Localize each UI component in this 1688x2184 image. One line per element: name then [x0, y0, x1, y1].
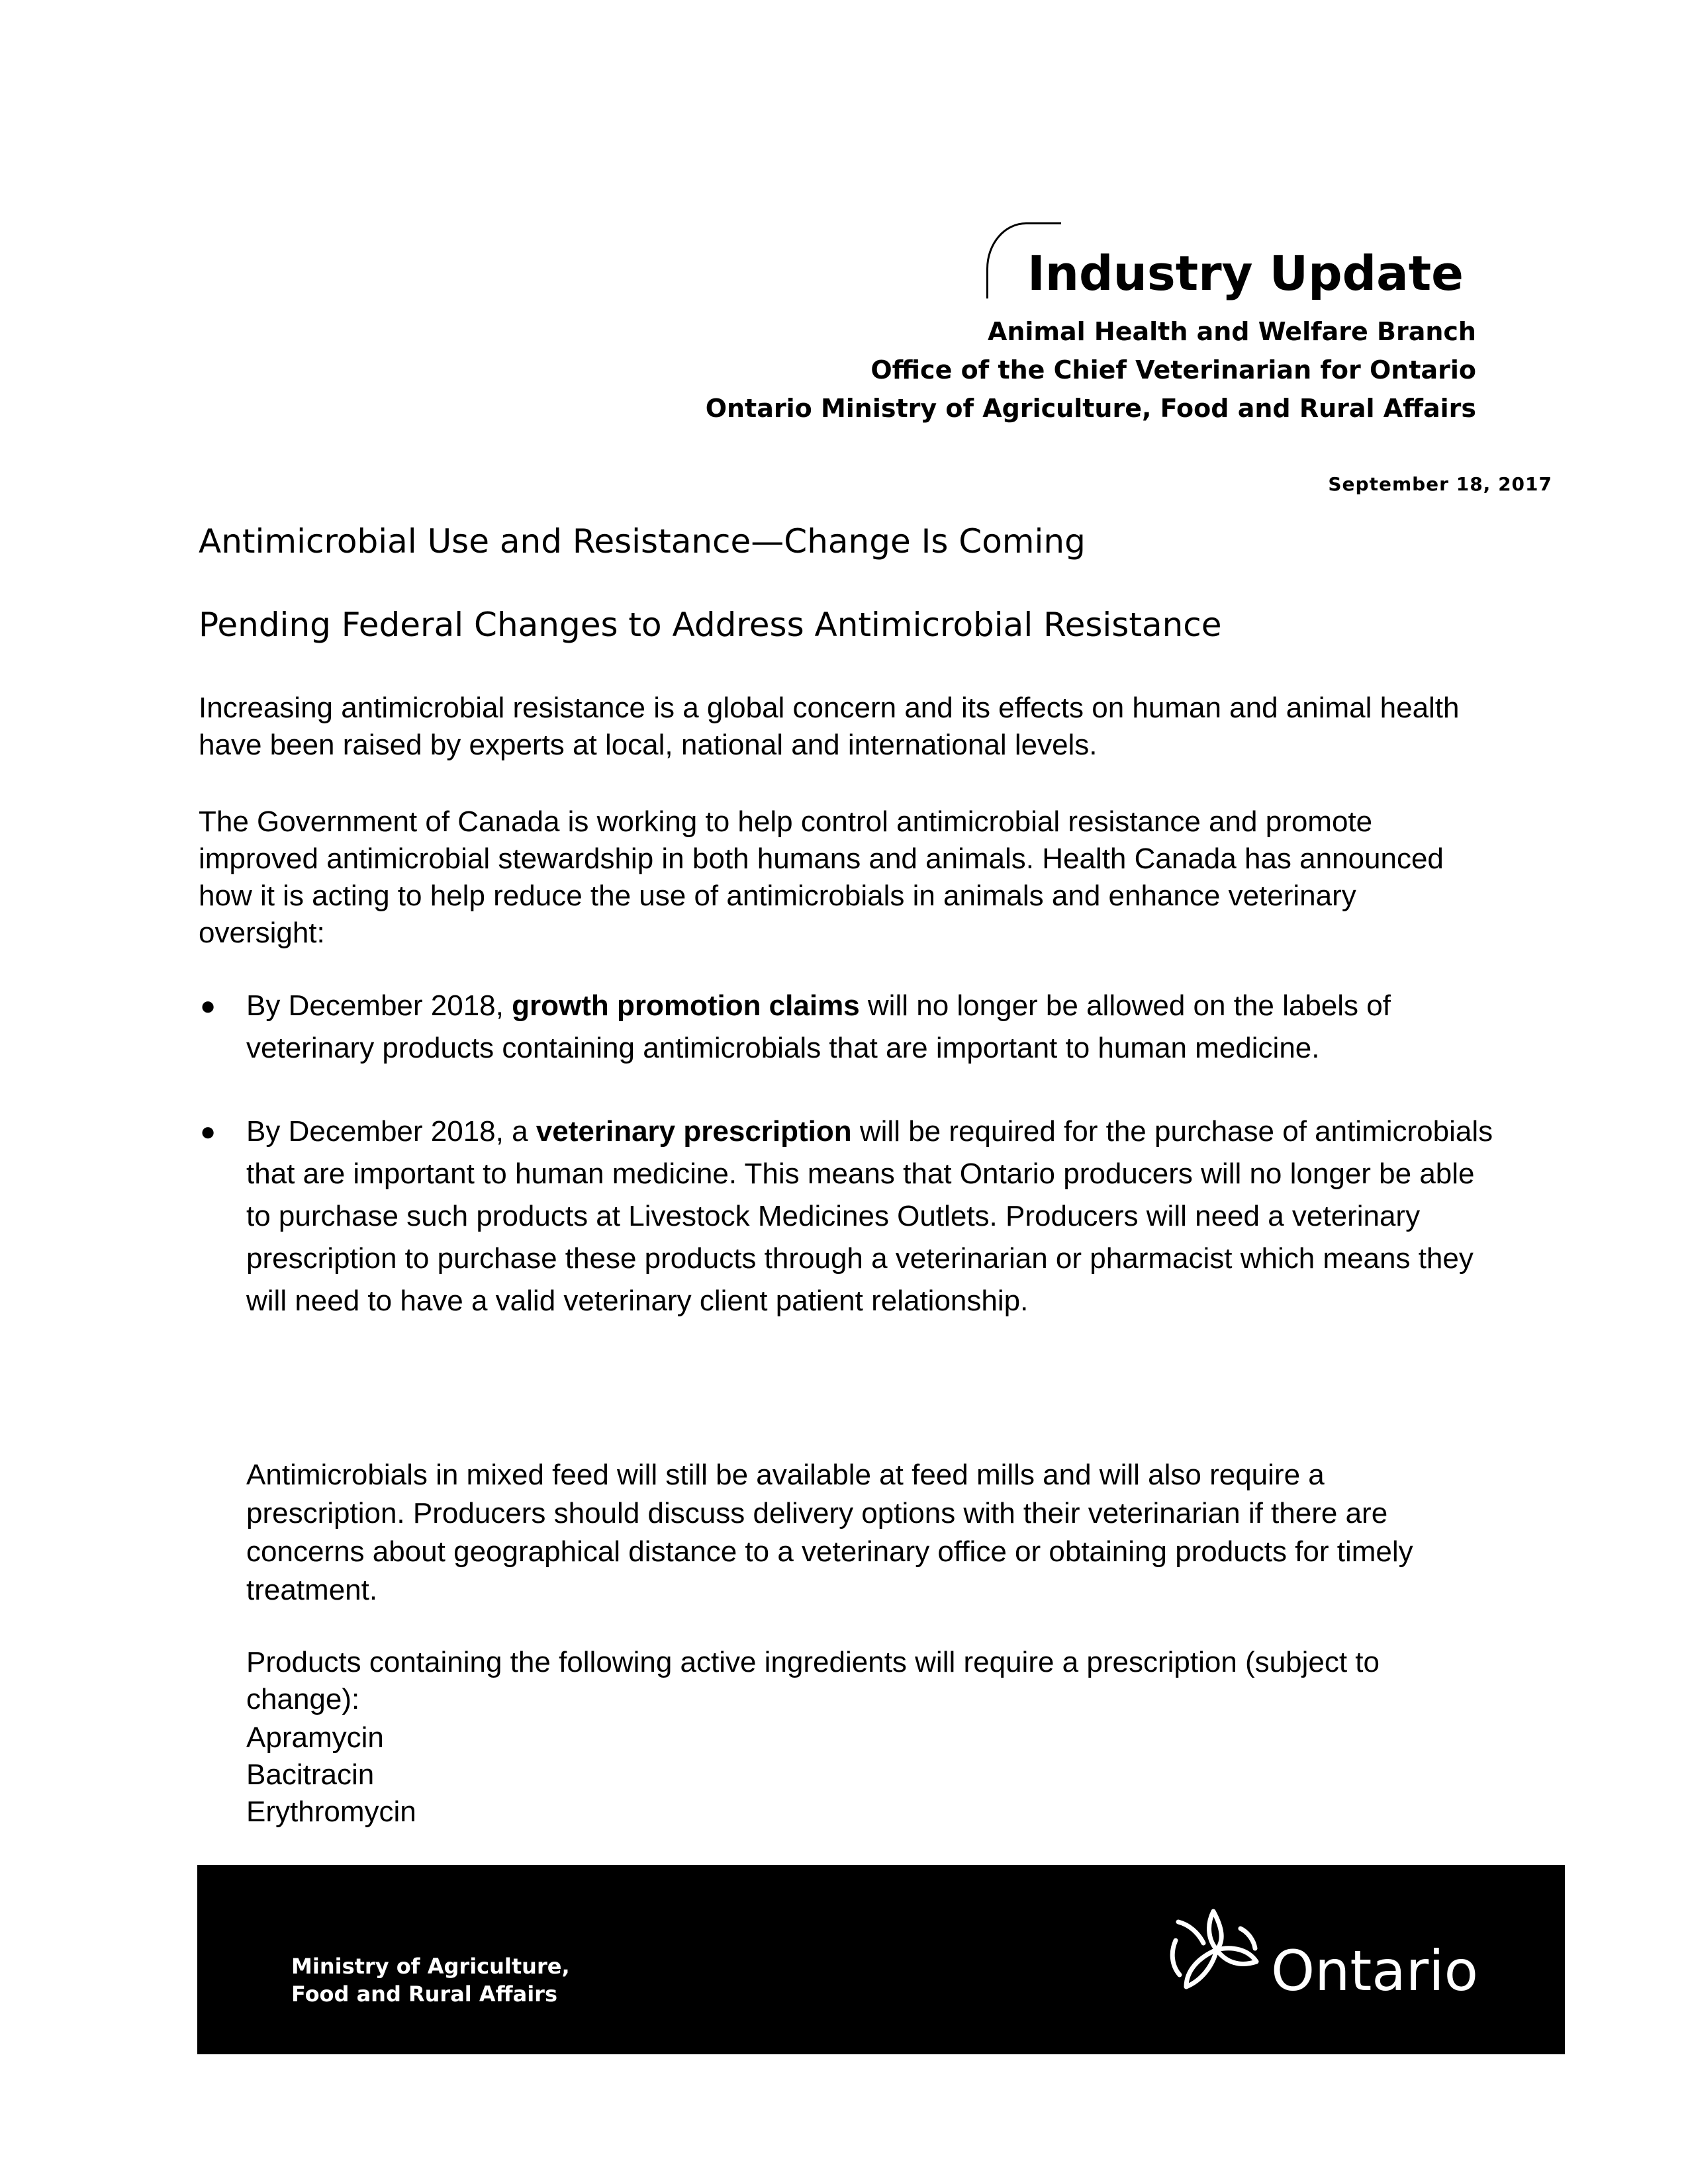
bullet-item-veterinary-prescription [199, 1111, 1496, 1322]
bullet-text-after: will no longer be allowed on the labels of veterinary products containing antimicrobials that are important to human medicine. [246, 989, 1391, 1064]
publication-date: September 18, 2017 [1328, 473, 1552, 495]
footer-ministry-line: Food and Rural Affairs [291, 1981, 557, 2007]
trillium-icon [1164, 1902, 1263, 2001]
section-heading-sub: Pending Federal Changes to Address Antimicrobial Resistance [199, 606, 1222, 644]
ingredient-list [246, 1719, 776, 1831]
bullet-dot-icon: ● [200, 991, 216, 1021]
list-item: Erythromycin [246, 1796, 416, 1828]
bullet-text-before: By December 2018, [246, 989, 512, 1022]
office-name: Office of the Chief Veterinarian for Ontario [870, 355, 1476, 385]
bullet-list [199, 985, 1496, 1322]
list-item: Apramycin [246, 1721, 384, 1754]
bullet-item-growth-promotion [199, 985, 1496, 1069]
document-header [0, 0, 1688, 503]
footer-banner [197, 1865, 1565, 2054]
government-paragraph: The Government of Canada is working to help control antimicrobial resistance and promote improved antimicrobial stewardship in both humans and animals. Health Canada has announced how it is acting to help reduce the use of antimicrobials in animals and enhance veterinary oversight: [199, 805, 1444, 949]
intro-paragraph: Increasing antimicrobial resistance is a global concern and its effects on human and animal health have been raised by experts at local, national and international levels. [199, 692, 1460, 761]
bullet-text-bold: growth promotion claims [512, 989, 860, 1022]
bullet-dot-icon: ● [200, 1117, 216, 1146]
bullet-text-bold: veterinary prescription [536, 1115, 852, 1148]
mixed-feed-paragraph: Antimicrobials in mixed feed will still be available at feed mills and will also require a prescription. Producers should discuss delivery options with their veterinarian if there are concerns about geographical distance to a veterinary office or obtaining products for timely treatment. [246, 1459, 1413, 1606]
branch-name: Animal Health and Welfare Branch [987, 317, 1476, 346]
section-heading-main: Antimicrobial Use and Resistance—Change Is Coming [199, 522, 1086, 561]
list-item: Bacitracin [246, 1758, 375, 1791]
bullet-text-before: By December 2018, a [246, 1115, 536, 1148]
ingredients-intro-paragraph: Products containing the following active ingredients will require a prescription (subject to change): [246, 1646, 1380, 1715]
document-title: Industry Update [1027, 246, 1464, 301]
bullet-text-after: will be required for the purchase of antimicrobials that are important to human medicine. This means that Ontario producers will no longer be able to purchase such products at Livestock Medicines Outlets. Producers will need a veterinary prescription to purchase these products through a veterinarian or pharmacist which means they will need to have a valid veterinary client patient relationship. [246, 1115, 1493, 1317]
footer-ministry-name [291, 1952, 755, 2008]
ontario-logo-text: Ontario [1271, 1938, 1479, 2003]
footer-ministry-line: Ministry of Agriculture, [291, 1954, 570, 1979]
ministry-name: Ontario Ministry of Agriculture, Food and Rural Affairs [705, 394, 1476, 423]
